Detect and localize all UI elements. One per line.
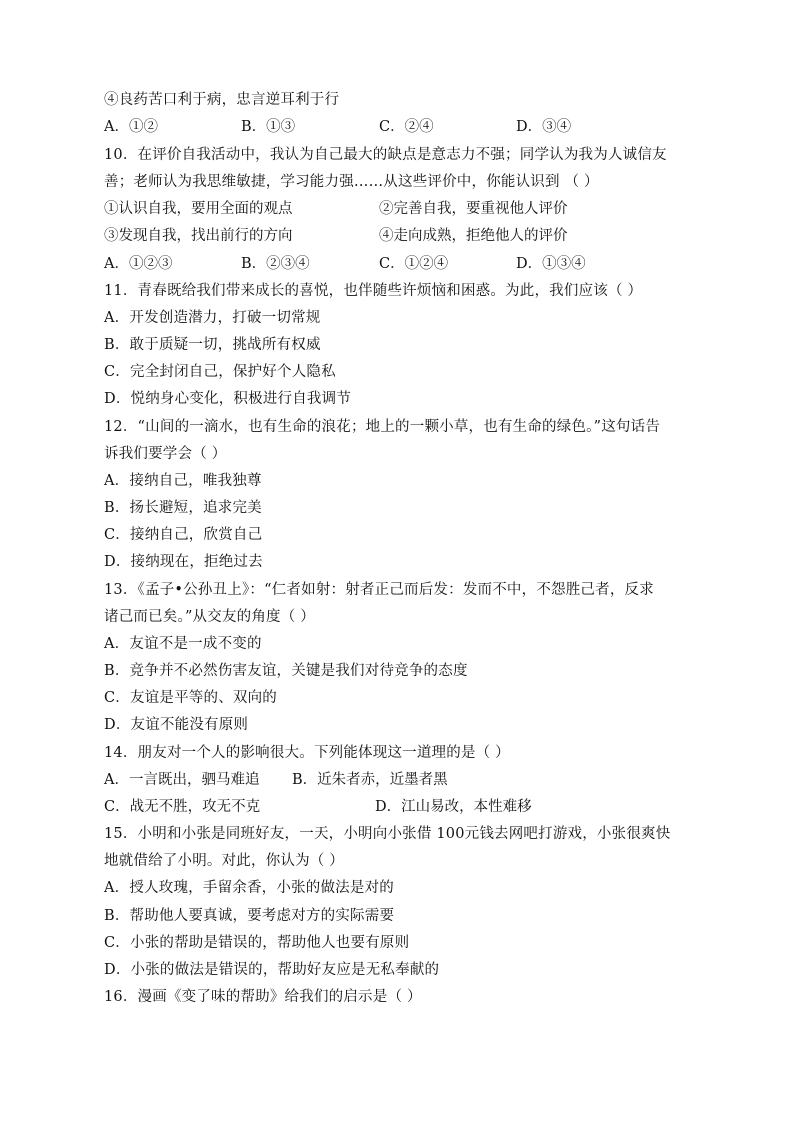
q10-option-b: B．②③④ — [241, 256, 310, 272]
q11-option-d: D．悦纳身心变化，积极进行自我调节 — [104, 391, 352, 407]
q11-option-b: B．敢于质疑一切，挑战所有权威 — [104, 337, 321, 353]
q12-option-a: A．接纳自己，唯我独尊 — [104, 473, 262, 489]
q15-question-line-1: 15．小明和小张是同班好友，一天，小明向小张借 100元钱去网吧打游戏，小张很爽快 — [104, 826, 671, 842]
q14-option-a: A．一言既出，驷马难追 — [104, 772, 260, 788]
q15-option-a: A．授人玫瑰，手留余香，小张的做法是对的 — [104, 880, 394, 896]
q13-option-b: B．竞争并不必然伤害友谊，关键是我们对待竞争的态度 — [104, 663, 468, 679]
q12-question-line-2: 诉我们要学会（ ） — [104, 446, 227, 462]
q12-option-b: B．扬长避短，追求完美 — [104, 500, 262, 516]
q13-option-d: D．友谊不能没有原则 — [104, 717, 249, 733]
q10-statement-4: ④走向成熟，拒绝他人的评价 — [379, 228, 568, 244]
q11-option-a: A．开发创造潜力，打破一切常规 — [104, 310, 321, 326]
q15-question-line-2: 地就借给了小明。对此，你认为（ ） — [104, 853, 345, 869]
q11-option-c: C．完全封闭自己，保护好个人隐私 — [104, 364, 336, 380]
q9-option-a: A．①② — [104, 119, 158, 135]
q10-question-line-2: 善；老师认为我思维敏捷，学习能力强……从这些评价中，你能认识到 （ ） — [104, 174, 599, 190]
q16-question: 16．漫画《变了味的帮助》给我们的启示是（ ） — [104, 989, 422, 1005]
q9-option-b: B．①③ — [241, 119, 296, 135]
q15-option-d: D．小张的做法是错误的，帮助好友应是无私奉献的 — [104, 962, 440, 978]
q11-question: 11．青春既给我们带来成长的喜悦，也伴随些许烦恼和困惑。为此，我们应该（ ） — [104, 283, 643, 299]
q12-option-d: D．接纳现在，拒绝过去 — [104, 554, 263, 570]
q14-option-c: C．战无不胜，攻无不克 — [104, 799, 261, 815]
q15-option-c: C．小张的帮助是错误的，帮助他人也要有原则 — [104, 935, 410, 951]
q9-option-d: D．③④ — [516, 119, 572, 135]
q14-option-b: B．近朱者赤，近墨者黑 — [292, 772, 448, 788]
q12-option-c: C．接纳自己，欣赏自己 — [104, 527, 263, 543]
q10-statement-3: ③发现自我，找出前行的方向 — [104, 228, 293, 244]
q14-option-d: D．江山易改，本性难移 — [375, 799, 532, 815]
q10-statement-2: ②完善自我，要重视他人评价 — [379, 201, 568, 217]
q10-statement-1: ①认识自我，要用全面的观点 — [104, 201, 293, 217]
q15-option-b: B．帮助他人要真诚，要考虑对方的实际需要 — [104, 908, 395, 924]
q10-option-a: A．①②③ — [104, 256, 173, 272]
q10-question-line-1: 10．在评价自我活动中，我认为自己最大的缺点是意志力不强；同学认为我为人诚信友 — [104, 147, 667, 163]
q9-option-c: C．②④ — [379, 119, 434, 135]
q13-question-line-2: 诸己而已矣。”从交友的角度（ ） — [104, 609, 315, 625]
q10-option-c: C．①②④ — [379, 256, 449, 272]
q12-question-line-1: 12．“山间的一滴水，也有生命的浪花；地上的一颗小草，也有生命的绿色。”这句话告 — [104, 419, 661, 435]
q13-question-line-1: 13．《孟子•公孙丑上》：“仁者如射：射者正己而后发：发而不中，不怨胜己者，反求 — [104, 582, 654, 598]
q9-statement-4: ④良药苦口利于病，忠言逆耳利于行 — [104, 92, 340, 108]
q10-option-d: D．①③④ — [516, 256, 586, 272]
q13-option-a: A．友谊不是一成不变的 — [104, 636, 262, 652]
q14-question: 14．朋友对一个人的影响很大。下列能体现这一道理的是（ ） — [104, 745, 510, 761]
q13-option-c: C．友谊是平等的、双向的 — [104, 690, 277, 706]
